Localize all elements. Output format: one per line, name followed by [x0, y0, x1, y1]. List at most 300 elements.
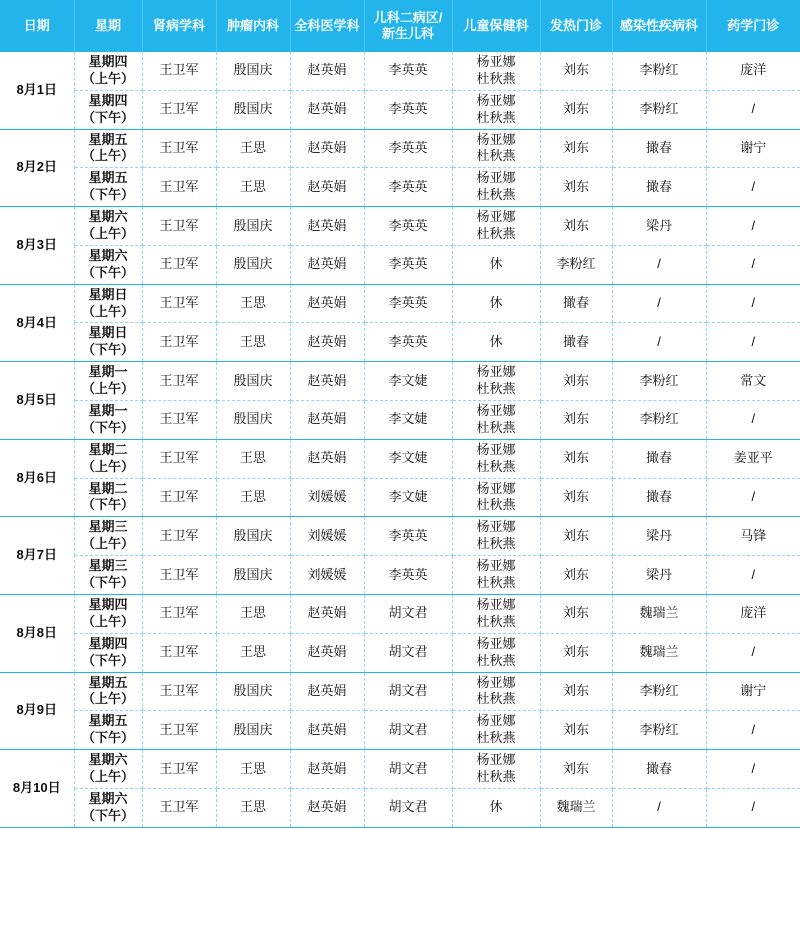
doctor-name: 赵英娟 — [307, 140, 347, 155]
column-header-text — [542, 18, 611, 34]
doctor-cell — [706, 633, 800, 672]
doctor-names — [542, 605, 611, 622]
doctor-name: 刘东 — [562, 140, 589, 155]
weekday-line: （上午） — [81, 303, 134, 319]
doctor-cell — [216, 129, 290, 168]
doctor-cell — [290, 90, 364, 129]
doctor-cell — [216, 52, 290, 90]
doctor-names — [292, 411, 363, 428]
doctor-name: 王思 — [239, 605, 266, 621]
doctor-names — [708, 140, 800, 157]
doctor-names — [144, 373, 215, 390]
doctor-name: 殷国庆 — [233, 217, 273, 233]
column-header-7 — [452, 0, 540, 52]
weekday-line: 星期日 — [88, 325, 128, 341]
doctor-cell — [540, 672, 612, 711]
doctor-name: 李英英 — [388, 140, 428, 155]
doctor-name: 殷国庆 — [233, 682, 273, 698]
doctor-names — [454, 364, 539, 398]
doctor-name: 胡文君 — [388, 799, 428, 815]
doctor-cell — [452, 168, 540, 207]
table-row — [0, 788, 800, 827]
date-cell: 8月5日 — [0, 362, 74, 440]
doctor-names — [144, 528, 215, 545]
doctor-names — [218, 218, 289, 235]
weekday-session-text — [76, 442, 141, 476]
weekday-session-cell — [74, 672, 142, 711]
doctor-name: 杨亚娜 — [476, 209, 516, 225]
column-header-10 — [706, 0, 800, 52]
weekday-session-text — [76, 93, 141, 127]
doctor-cell — [452, 711, 540, 750]
table-row — [0, 362, 800, 401]
doctor-cell — [612, 90, 706, 129]
doctor-name: 王卫军 — [159, 760, 199, 776]
doctor-cell — [142, 52, 216, 90]
doctor-cell — [142, 207, 216, 246]
doctor-names — [614, 334, 705, 351]
weekday-line: （上午） — [81, 768, 134, 784]
doctor-name: 姜亚平 — [733, 450, 773, 466]
doctor-names — [454, 799, 539, 816]
doctor-name: 赵英娟 — [307, 178, 347, 194]
doctor-names — [708, 799, 800, 816]
weekday-line: 星期五 — [88, 131, 128, 147]
doctor-names — [454, 209, 539, 243]
doctor-name: 梁丹 — [645, 527, 672, 543]
weekday-line: （上午） — [81, 536, 134, 552]
doctor-name: 王思 — [239, 140, 266, 155]
date-cell: 8月1日 — [0, 52, 74, 129]
weekday-line: （上午） — [81, 381, 134, 397]
table-row — [0, 90, 800, 129]
doctor-name: 杨亚娜 — [476, 713, 516, 729]
doctor-names — [454, 295, 539, 312]
doctor-cell — [452, 129, 540, 168]
header-line: 日期 — [23, 17, 50, 33]
doctor-cell — [142, 323, 216, 362]
weekday-line: （下午） — [81, 497, 134, 513]
doctor-name: 李粉红 — [639, 682, 679, 698]
doctor-name: 杜秋燕 — [476, 458, 516, 474]
doctor-cell — [612, 672, 706, 711]
doctor-name: 魏瑞兰 — [639, 605, 679, 621]
doctor-names — [292, 256, 363, 273]
doctor-names — [708, 101, 800, 118]
doctor-names — [218, 411, 289, 428]
doctor-cell — [706, 284, 800, 323]
doctor-name: / — [751, 411, 756, 427]
doctor-names — [366, 295, 451, 312]
doctor-names — [218, 256, 289, 273]
doctor-cell — [142, 788, 216, 827]
doctor-name: 刘东 — [562, 101, 589, 117]
weekday-line: （上午） — [81, 226, 134, 242]
doctor-name: 李文婕 — [388, 450, 428, 466]
weekday-line: （上午） — [81, 613, 134, 629]
doctor-cell — [706, 401, 800, 440]
doctor-name: 王卫军 — [159, 644, 199, 660]
doctor-name: 殷国庆 — [233, 256, 273, 272]
weekday-line: 星期二 — [88, 480, 128, 496]
doctor-names — [614, 450, 705, 467]
doctor-cell — [706, 478, 800, 517]
weekday-session-cell — [74, 362, 142, 401]
doctor-names — [366, 683, 451, 700]
doctor-name: 杜秋燕 — [476, 187, 516, 203]
doctor-cell — [142, 362, 216, 401]
doctor-name: 李粉红 — [639, 372, 679, 388]
doctor-cell — [540, 245, 612, 284]
doctor-name: 撖春 — [645, 450, 672, 466]
doctor-names — [708, 62, 800, 79]
doctor-cell — [290, 129, 364, 168]
weekday-session-text — [76, 791, 141, 825]
doctor-cell — [540, 594, 612, 633]
doctor-names — [366, 567, 451, 584]
doctor-names — [144, 644, 215, 661]
doctor-name: 李粉红 — [639, 411, 679, 427]
doctor-names — [144, 761, 215, 778]
doctor-cell — [364, 90, 452, 129]
column-header-text — [614, 18, 705, 34]
doctor-name: 庞洋 — [740, 62, 767, 78]
table-row — [0, 750, 800, 789]
doctor-names — [292, 605, 363, 622]
doctor-names — [614, 101, 705, 118]
doctor-name: 王卫军 — [159, 217, 199, 233]
header-line: 肿瘤内科 — [226, 17, 279, 33]
weekday-line: 星期三 — [88, 519, 128, 535]
doctor-cell — [612, 788, 706, 827]
doctor-names — [292, 799, 363, 816]
doctor-name: 王卫军 — [159, 489, 199, 505]
header-line: 儿童保健科 — [463, 17, 529, 33]
doctor-names — [366, 528, 451, 545]
table-row — [0, 672, 800, 711]
doctor-cell — [706, 207, 800, 246]
doctor-name: 谢宁 — [740, 140, 767, 155]
doctor-cell — [290, 711, 364, 750]
column-header-text — [76, 18, 141, 34]
doctor-cell — [540, 323, 612, 362]
weekday-session-cell — [74, 750, 142, 789]
doctor-name: / — [751, 217, 756, 233]
doctor-names — [454, 481, 539, 515]
doctor-names — [366, 373, 451, 390]
weekday-session-cell — [74, 52, 142, 90]
doctor-names — [454, 256, 539, 273]
table-row — [0, 284, 800, 323]
weekday-session-cell — [74, 594, 142, 633]
doctor-cell — [216, 517, 290, 556]
doctor-names — [218, 761, 289, 778]
doctor-name: 杨亚娜 — [476, 596, 516, 612]
weekday-session-cell — [74, 478, 142, 517]
weekday-session-text — [76, 287, 141, 321]
doctor-name: 王卫军 — [159, 721, 199, 737]
doctor-name: 胡文君 — [388, 682, 428, 698]
doctor-names — [144, 295, 215, 312]
doctor-cell — [452, 245, 540, 284]
weekday-line: （下午） — [81, 652, 134, 668]
weekday-session-text — [76, 481, 141, 515]
doctor-name: 撖春 — [645, 178, 672, 194]
column-header-text — [1, 18, 73, 34]
doctor-names — [542, 179, 611, 196]
doctor-names — [218, 567, 289, 584]
doctor-cell — [706, 594, 800, 633]
weekday-session-text — [76, 132, 141, 166]
doctor-name: 杨亚娜 — [476, 519, 516, 535]
doctor-cell — [706, 245, 800, 284]
doctor-names — [542, 295, 611, 312]
doctor-name: / — [751, 760, 756, 776]
weekday-line: 星期一 — [88, 364, 128, 380]
doctor-name: 王思 — [239, 644, 266, 660]
doctor-names — [292, 62, 363, 79]
doctor-name: 李文婕 — [388, 411, 428, 427]
doctor-cell — [290, 207, 364, 246]
doctor-name: 杜秋燕 — [476, 691, 516, 707]
doctor-names — [366, 411, 451, 428]
doctor-cell — [216, 672, 290, 711]
doctor-cell — [452, 207, 540, 246]
doctor-names — [292, 489, 363, 506]
doctor-cell — [706, 129, 800, 168]
header-line: 发热门诊 — [549, 17, 602, 33]
doctor-cell — [142, 401, 216, 440]
table-row — [0, 323, 800, 362]
doctor-name: 李英英 — [388, 527, 428, 543]
doctor-name: 杨亚娜 — [476, 674, 516, 690]
doctor-names — [144, 179, 215, 196]
doctor-cell — [290, 556, 364, 595]
doctor-cell — [290, 439, 364, 478]
doctor-cell — [290, 478, 364, 517]
doctor-cell — [452, 362, 540, 401]
header-line: 星期 — [94, 17, 121, 33]
doctor-cell — [540, 517, 612, 556]
weekday-line: （下午） — [81, 264, 134, 280]
doctor-cell — [452, 90, 540, 129]
weekday-session-cell — [74, 788, 142, 827]
doctor-names — [218, 101, 289, 118]
doctor-name: / — [751, 295, 756, 311]
doctor-cell — [612, 711, 706, 750]
weekday-session-text — [76, 325, 141, 359]
doctor-name: 王卫军 — [159, 682, 199, 698]
doctor-name: 刘东 — [562, 760, 589, 776]
table-row — [0, 245, 800, 284]
doctor-names — [144, 605, 215, 622]
doctor-names — [218, 179, 289, 196]
doctor-cell — [540, 90, 612, 129]
doctor-names — [144, 450, 215, 467]
doctor-name: 撖春 — [562, 333, 589, 349]
doctor-name: 王卫军 — [159, 799, 199, 815]
doctor-cell — [290, 401, 364, 440]
doctor-name: 刘媛媛 — [307, 566, 347, 582]
doctor-name: 杜秋燕 — [476, 613, 516, 629]
doctor-name: 李粉红 — [556, 256, 596, 272]
doctor-names — [218, 140, 289, 157]
doctor-name: 刘东 — [562, 527, 589, 543]
doctor-name: / — [657, 333, 661, 349]
doctor-names — [218, 722, 289, 739]
doctor-cell — [540, 788, 612, 827]
doctor-name: 赵英娟 — [307, 256, 347, 272]
doctor-cell — [364, 750, 452, 789]
doctor-cell — [216, 362, 290, 401]
doctor-cell — [142, 556, 216, 595]
doctor-name: 杜秋燕 — [476, 768, 516, 784]
doctor-name: 杨亚娜 — [476, 131, 516, 147]
doctor-names — [292, 567, 363, 584]
weekday-line: 星期二 — [88, 441, 128, 457]
doctor-name: 赵英娟 — [307, 605, 347, 621]
doctor-name: 王卫军 — [159, 527, 199, 543]
weekday-session-text — [76, 209, 141, 243]
doctor-cell — [706, 750, 800, 789]
table-row — [0, 517, 800, 556]
doctor-names — [366, 140, 451, 157]
doctor-name: 赵英娟 — [307, 682, 347, 698]
doctor-names — [144, 334, 215, 351]
doctor-names — [542, 644, 611, 661]
column-header-text — [218, 18, 289, 34]
doctor-name: 庞洋 — [740, 605, 767, 621]
doctor-names — [366, 334, 451, 351]
doctor-names — [366, 101, 451, 118]
doctor-names — [366, 179, 451, 196]
weekday-line: （下午） — [81, 575, 134, 591]
doctor-names — [454, 442, 539, 476]
doctor-names — [614, 411, 705, 428]
column-header-text — [454, 18, 539, 34]
doctor-names — [218, 799, 289, 816]
doctor-name: 刘东 — [562, 411, 589, 427]
doctor-name: 胡文君 — [388, 721, 428, 737]
table-row — [0, 129, 800, 168]
doctor-names — [708, 179, 800, 196]
doctor-names — [454, 597, 539, 631]
doctor-name: 撖春 — [562, 295, 589, 311]
date-cell: 8月4日 — [0, 284, 74, 362]
doctor-name: 李文婕 — [388, 489, 428, 505]
doctor-cell — [540, 401, 612, 440]
doctor-name: / — [751, 799, 756, 815]
doctor-cell — [706, 362, 800, 401]
doctor-names — [218, 528, 289, 545]
weekday-session-text — [76, 752, 141, 786]
doctor-cell — [612, 52, 706, 90]
weekday-session-cell — [74, 556, 142, 595]
header-row — [0, 0, 800, 52]
doctor-names — [614, 295, 705, 312]
doctor-cell — [540, 439, 612, 478]
doctor-name: 刘东 — [562, 605, 589, 621]
doctor-cell — [612, 633, 706, 672]
doctor-name: 赵英娟 — [307, 799, 347, 815]
doctor-names — [366, 799, 451, 816]
doctor-cell — [216, 323, 290, 362]
doctor-cell — [452, 439, 540, 478]
doctor-name: 魏瑞兰 — [639, 644, 679, 660]
doctor-names — [542, 722, 611, 739]
doctor-name: 李英英 — [388, 566, 428, 582]
doctor-cell — [216, 439, 290, 478]
doctor-cell — [612, 284, 706, 323]
weekday-session-cell — [74, 401, 142, 440]
weekday-session-text — [76, 597, 141, 631]
doctor-name: / — [751, 566, 756, 582]
weekday-session-cell — [74, 711, 142, 750]
weekday-line: 星期五 — [88, 170, 128, 186]
doctor-name: 李粉红 — [639, 721, 679, 737]
weekday-line: 星期六 — [88, 752, 128, 768]
doctor-names — [218, 683, 289, 700]
doctor-name: 李英英 — [388, 295, 428, 311]
weekday-line: （上午） — [81, 458, 134, 474]
doctor-names — [292, 179, 363, 196]
doctor-names — [292, 761, 363, 778]
header-line: 肾病学科 — [152, 17, 205, 33]
doctor-name: 赵英娟 — [307, 62, 347, 78]
doctor-cell — [612, 207, 706, 246]
doctor-cell — [706, 556, 800, 595]
doctor-cell — [540, 362, 612, 401]
doctor-cell — [142, 284, 216, 323]
doctor-names — [144, 62, 215, 79]
doctor-name: / — [751, 644, 756, 660]
doctor-name: 杨亚娜 — [476, 752, 516, 768]
doctor-name: 刘东 — [562, 62, 589, 78]
weekday-session-cell — [74, 323, 142, 362]
doctor-cell — [452, 52, 540, 90]
doctor-cell — [142, 129, 216, 168]
doctor-names — [218, 373, 289, 390]
doctor-names — [218, 644, 289, 661]
column-header-5 — [290, 0, 364, 52]
doctor-cell — [142, 633, 216, 672]
doctor-cell — [364, 672, 452, 711]
doctor-names — [144, 101, 215, 118]
weekday-session-cell — [74, 90, 142, 129]
doctor-name: 王卫军 — [159, 295, 199, 311]
doctor-name: / — [751, 333, 756, 349]
weekday-line: （上午） — [81, 148, 134, 164]
doctor-name: / — [751, 721, 756, 737]
doctor-names — [292, 683, 363, 700]
table-row — [0, 478, 800, 517]
weekday-line: 星期五 — [88, 674, 128, 690]
weekday-session-text — [76, 636, 141, 670]
doctor-name: 李英英 — [388, 62, 428, 78]
doctor-cell — [612, 401, 706, 440]
doctor-cell — [364, 362, 452, 401]
doctor-name: 王卫军 — [159, 566, 199, 582]
doctor-names — [614, 683, 705, 700]
doctor-cell — [612, 556, 706, 595]
date-cell: 8月7日 — [0, 517, 74, 595]
weekday-session-cell — [74, 633, 142, 672]
doctor-name: 李粉红 — [639, 62, 679, 78]
weekday-line: 星期五 — [88, 713, 128, 729]
doctor-names — [144, 218, 215, 235]
header-line: 新生儿科 — [381, 26, 434, 41]
weekday-session-cell — [74, 284, 142, 323]
